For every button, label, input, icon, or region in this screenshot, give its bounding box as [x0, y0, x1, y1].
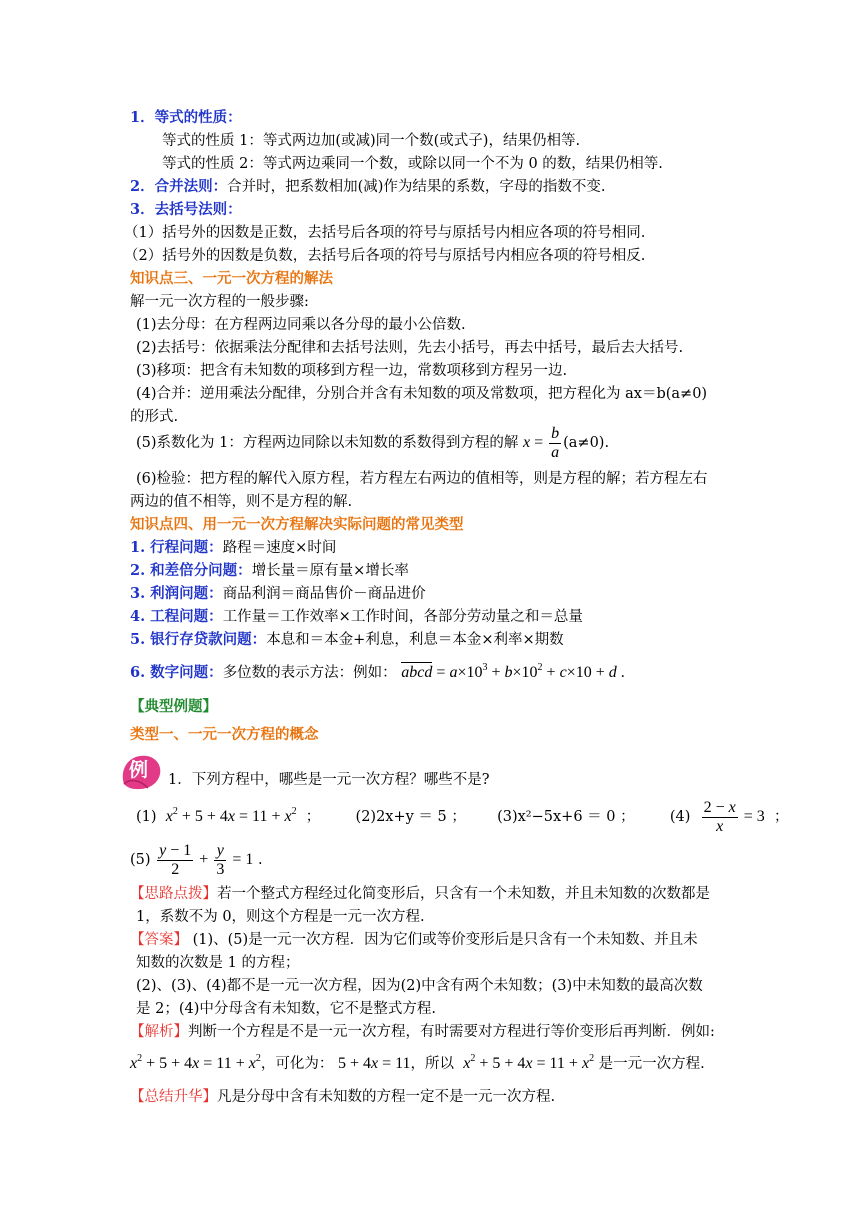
problem-type-text: 本息和＝本金+利息，利息＝本金×利率×期数	[266, 632, 564, 648]
hint-tag: 【思路点拨】	[130, 886, 217, 902]
analysis-text-part: ，所以	[410, 1056, 455, 1072]
answer-line-3: (2)、(3)、(4)都不是一元一次方程，因为(2)中含有两个未知数；(3)中未知数的最高次数	[136, 978, 703, 994]
step-5-condition: (a≠0).	[563, 435, 610, 451]
merge-rule-line	[130, 177, 606, 197]
problem-type-text: 多位数的表示方法：例如：	[222, 665, 397, 681]
merge-rule-text: 合并时，把系数相加(减)作为结果的系数，字母的指数不变.	[227, 179, 606, 195]
solution-formula: x	[522, 434, 531, 451]
analysis-line-2: $x^2 + 5 + 4x = 11 + x^2$，可化为： 5 + 4x = 11，所以 $x^2 + 5 + 4x = 11 + x^2$ 是一元一次方程.	[130, 1053, 705, 1072]
example-badge-label: 例	[129, 759, 149, 781]
equation-3: (3)x²−5x+6 ＝ 0 ；	[497, 809, 635, 825]
step-6-cont: 两边的值不相等，则不是方程的解.	[130, 494, 353, 510]
section-title-merge: 2．合并法则：	[130, 178, 228, 195]
summary-text: 凡是分母中含有未知数的方程一定不是一元一次方程.	[217, 1089, 556, 1105]
hint-line-2: 1，系数不为 0，则这个方程是一元一次方程.	[136, 909, 425, 925]
equation-5: (5) $\frac{y - 1}{2}$ + $\frac{y}{3}$ = 1 .	[130, 841, 263, 878]
bracket-rule-2: （2）括号外的因数是负数，去括号后各项的符号与原括号内相应各项的符号相反.	[124, 248, 646, 264]
step-1: (1)去分母：在方程两边同乘以各分母的最小公倍数.	[136, 317, 466, 333]
analysis-text-part: 是一元一次方程.	[598, 1056, 705, 1072]
step-5: (5)系数化为 1：方程两边同除以未知数的系数得到方程的解 x = $\frac{b}{a}$ (a≠0).	[136, 424, 610, 461]
knowledge-point-4-title: 知识点四、用一元一次方程解决实际问题的常见类型	[130, 516, 464, 533]
problem-type-text: 增长量＝原有量×增长率	[251, 563, 409, 579]
hint-text: 若一个整式方程经过化简变形后，只含有一个未知数，并且未知数的次数都是	[217, 886, 710, 902]
equation-4: (4) $\frac{2 - x}{x}$ = 3 ；	[669, 798, 789, 835]
fraction-b-over-a: $\frac{b}{a}$	[551, 424, 560, 461]
answer-line-4: 是 2；(4)中分母含有未知数，它不是整式方程.	[136, 1001, 436, 1017]
summary-line	[130, 1087, 555, 1107]
solving-steps-intro: 解一元一次方程的一般步骤:	[130, 294, 309, 310]
problem-type-label: 4. 工程问题：	[130, 608, 223, 625]
step-3: (3)移项：把含有未知数的项移到方程一边，常数项移到方程另一边.	[136, 363, 568, 379]
problem-type-label: 2. 和差倍分问题：	[130, 562, 252, 579]
problem-type-2	[130, 561, 409, 581]
answer-tag: 【答案】	[130, 932, 188, 948]
problem-type-5	[130, 630, 564, 650]
section-title-equality: 1．等式的性质：	[130, 109, 242, 126]
problem-type-4	[130, 607, 583, 627]
answer-text: (1)、(5)是一元一次方程．因为它们或等价变形后是只含有一个未知数、并且未	[188, 932, 698, 948]
summary-tag: 【总结升华】	[130, 1089, 217, 1105]
problem-type-label: 5. 银行存贷款问题：	[130, 631, 267, 648]
problem-type-3	[130, 584, 426, 604]
problem-type-6	[130, 660, 625, 686]
example-type-1-title: 类型一、一元一次方程的概念	[130, 726, 319, 743]
step-4-cont: 的形式.	[130, 409, 179, 425]
problem-type-label: 6. 数字问题：	[130, 664, 223, 681]
equality-property-1: 等式的性质 1：等式两边加(或减)同一个数(或式子)，结果仍相等.	[162, 133, 581, 149]
problem-type-label: 3. 利润问题：	[130, 585, 223, 602]
problem-type-text: 商品利润＝商品售价－商品进价	[222, 586, 426, 602]
multi-digit-formula: abcd = $a\times 10^3 + b\times 10^2 + c\times 10 + d$ .	[401, 662, 625, 681]
answer-line	[130, 930, 698, 950]
analysis-line	[130, 1022, 715, 1042]
equality-property-2: 等式的性质 2：等式两边乘同一个数，或除以同一个不为 0 的数，结果仍相等.	[162, 156, 663, 172]
equation-2: (2)2x+y ＝ 5 ；	[355, 809, 466, 825]
step-2: (2)去括号：依据乘法分配律和去括号法则，先去小括号，再去中括号，最后去大括号.	[136, 340, 684, 356]
analysis-tag: 【解析】	[130, 1024, 188, 1040]
answer-line-2: 知数的次数是 1 的方程；	[136, 955, 300, 971]
step-5-text: (5)系数化为 1：方程两边同除以未知数的系数得到方程的解	[136, 435, 519, 451]
typical-examples-header: 【典型例题】	[130, 698, 217, 715]
problem-type-text: 路程＝速度×时间	[222, 540, 337, 556]
section-title-brackets: 3．去括号法则：	[130, 201, 242, 218]
example-badge	[120, 754, 166, 792]
step-6: (6)检验：把方程的解代入原方程，若方程左右两边的值相等，则是方程的解；若方程左右	[136, 471, 708, 487]
problem-type-1	[130, 538, 336, 558]
equation-1: (1) $x^2 + 5 + 4x = 11 + x^2$ ；	[136, 806, 321, 825]
problem-type-label: 1. 行程问题：	[130, 539, 223, 556]
question-1: 1．下列方程中，哪些是一元一次方程？哪些不是?	[168, 772, 490, 788]
problem-type-text: 工作量＝工作效率×工作时间，各部分劳动量之和＝总量	[222, 609, 583, 625]
knowledge-point-3-title: 知识点三、一元一次方程的解法	[130, 270, 333, 287]
analysis-text: 判断一个方程是不是一元一次方程，有时需要对方程进行等价变形后再判断．例如:	[188, 1024, 715, 1040]
analysis-text-part: ，可化为：	[260, 1056, 334, 1072]
hint-line	[130, 884, 710, 904]
bracket-rule-1: （1）括号外的因数是正数，去括号后各项的符号与原括号内相应各项的符号相同.	[124, 225, 646, 241]
equation-list-line	[136, 795, 788, 839]
step-4: (4)合并：逆用乘法分配律，分别合并含有未知数的项及常数项，把方程化为 ax＝b(a≠0)	[136, 386, 708, 402]
